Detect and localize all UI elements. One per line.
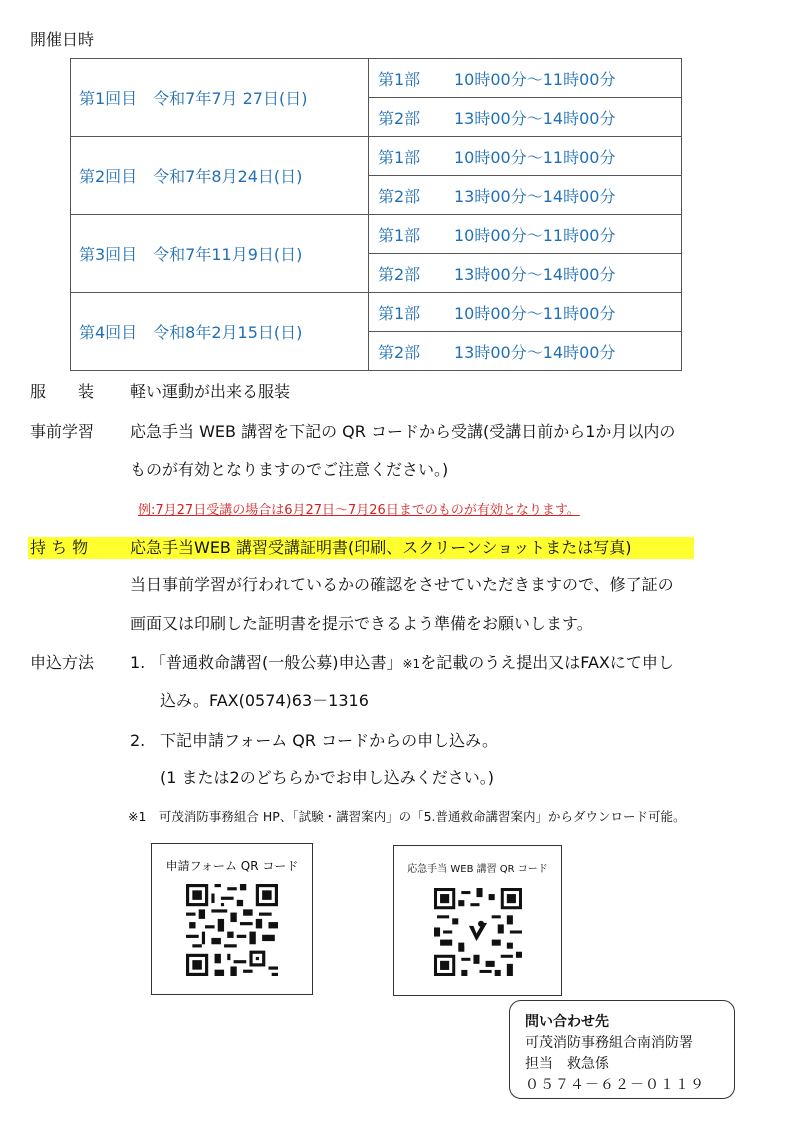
qr-web-box bbox=[393, 845, 562, 996]
apply-item2-num: 2. bbox=[130, 731, 146, 750]
part-cell: 第2部 13時00分～14時00分 bbox=[369, 332, 682, 371]
apply-item2-line1: 下記申請フォーム QR コードからの申し込み。 bbox=[160, 731, 499, 750]
table-row bbox=[71, 215, 682, 254]
part-cell: 第1部 10時00分～11時00分 bbox=[369, 215, 682, 254]
belongings-line2: 当日事前学習が行われているかの確認をさせていただきますので、修了証の bbox=[130, 575, 674, 594]
contact-person: 担当 救急係 bbox=[525, 1056, 609, 1072]
belongings-line1: 応急手当WEB 講習受講証明書(印刷、スクリーンショットまたは写真) bbox=[130, 538, 632, 557]
prestudy-line1: 応急手当 WEB 講習を下記の QR コードから受講(受講日前から1か月以内の bbox=[130, 422, 676, 441]
apply-item1-line1: 「普通救命講習(一般公募)申込書」※1を記載のうえ提出又はFAXにて申し bbox=[150, 653, 674, 672]
belongings-label: 持 ち 物 bbox=[30, 538, 89, 557]
schedule-heading: 開催日時 bbox=[30, 30, 95, 49]
qr-form-caption: 申請フォーム QR コード bbox=[165, 859, 299, 873]
footnote-mark: ※1 bbox=[402, 657, 421, 671]
apply-label: 申込方法 bbox=[30, 653, 95, 672]
apply-item2-line2: (1 または2のどちらかでお申し込みください。) bbox=[160, 768, 494, 787]
part-cell: 第1部 10時00分～11時00分 bbox=[369, 293, 682, 332]
prestudy-line2: ものが有効となりますのでご注意ください。) bbox=[130, 460, 449, 479]
contact-box bbox=[509, 1000, 735, 1099]
schedule-table bbox=[70, 58, 682, 371]
belongings-line3: 画面又は印刷した証明書を提示できるよう準備をお願いします。 bbox=[130, 614, 593, 633]
table-row bbox=[71, 59, 682, 98]
round-cell: 第2回目 令和7年8月24日(日) bbox=[71, 137, 369, 215]
table-row bbox=[71, 137, 682, 176]
part-cell: 第2部 13時00分～14時00分 bbox=[369, 254, 682, 293]
qr-form-box bbox=[151, 843, 313, 995]
part-cell: 第1部 10時00分～11時00分 bbox=[369, 137, 682, 176]
dress-label: 服 装 bbox=[30, 382, 95, 401]
apply-footnote: ※1 可茂消防事務組合 HP、「試験・講習案内」の「5.普通救命講習案内」からダウンロード可能。 bbox=[128, 809, 686, 824]
round-cell: 第3回目 令和7年11月9日(日) bbox=[71, 215, 369, 293]
prestudy-example: 例:7月27日受講の場合は6月27日～7月26日までのものが有効となります。 bbox=[138, 503, 580, 518]
round-cell: 第4回目 令和8年2月15日(日) bbox=[71, 293, 369, 371]
table-row bbox=[71, 293, 682, 332]
contact-phone: ０５７４－６２－０１１９ bbox=[525, 1077, 705, 1093]
contact-title: 問い合わせ先 bbox=[525, 1014, 609, 1030]
prestudy-label: 事前学習 bbox=[30, 422, 95, 441]
part-cell: 第2部 13時00分～14時00分 bbox=[369, 98, 682, 137]
part-cell: 第2部 13時00分～14時00分 bbox=[369, 176, 682, 215]
apply-item1-line2: 込み。FAX(0574)63－1316 bbox=[160, 691, 369, 710]
apply-item1-num: 1. bbox=[130, 653, 146, 672]
qr-web-caption: 応急手当 WEB 講習 QR コード bbox=[407, 864, 548, 875]
round-cell: 第1回目 令和7年7月 27日(日) bbox=[71, 59, 369, 137]
contact-org: 可茂消防事務組合南消防署 bbox=[525, 1035, 693, 1051]
dress-text: 軽い運動が出来る服装 bbox=[130, 382, 291, 401]
qr-code-icon[interactable] bbox=[186, 884, 278, 976]
qr-code-icon[interactable] bbox=[434, 888, 522, 976]
part-cell: 第1部 10時00分～11時00分 bbox=[369, 59, 682, 98]
